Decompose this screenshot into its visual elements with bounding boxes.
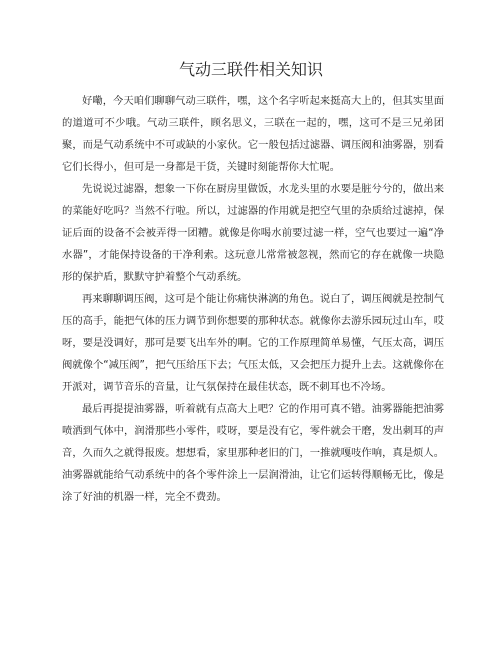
paragraph-filter-intro: 好嘞，今天咱们聊聊气动三联件，嘿，这个名字听起来挺高大上的，但其实里面的道道可不少哦。气动三联件，顾名思义，三联在一起的，嘿，这可不是三兄弟团聚，而是气动系统中不可或缺的小家伙。它一般包括过滤器、调压阀和油雾器，别看它们长得小，但可是一身都是干货，关键时刻能帮你大忙呢。	[62, 95, 444, 173]
paragraph-lubricator: 最后再提提油雾器，听着就有点高大上吧？它的作用可真不错。油雾器能把油雾喷洒到气体中，润滑那些小零件，哎呀，要是没有它，零件就会干磨，发出刺耳的声音，久而久之就得报废。想想看，家里那种老旧的门，一推就嘎吱作响，真是烦人。油雾器就能给气动系统中的各个零件涂上一层润滑油，让它们运转得顺畅无比，像是涂了好油的机器一样，完全不费劲。	[62, 403, 444, 503]
document-body	[62, 90, 444, 508]
paragraph-filter: 先说说过滤器，想象一下你在厨房里做饭，水龙头里的水要是脏兮兮的，做出来的菜能好吃吗？当然不行啦。所以，过滤器的作用就是把空气里的杂质给过滤掉，保证后面的设备不会被弄得一团糟。就像是你喝水前要过滤一样，空气也要过一遍“净水器”，才能保持设备的干净利索。这玩意儿常常被忽视，然而它的存在就像一块隐形的保护盾，默默守护着整个气动系统。	[62, 183, 444, 283]
document-title: 气动三联件相关知识	[178, 60, 323, 79]
paragraph-regulator: 再来聊聊调压阀，这可是个能让你痛快淋漓的角色。说白了，调压阀就是控制气压的高手，能把气体的压力调节到你想要的那种状态。就像你去游乐园玩过山车，哎呀，要是没调好，那可是要飞出车外的啊。它的工作原理简单易懂，气压太高，调压阀就像个“减压阀”，把气压给压下去；气压太低，又会把压力提升上去。这就像你在开派对，调节音乐的音量，让气氛保持在最佳状态，既不刺耳也不冷场。	[62, 293, 444, 393]
